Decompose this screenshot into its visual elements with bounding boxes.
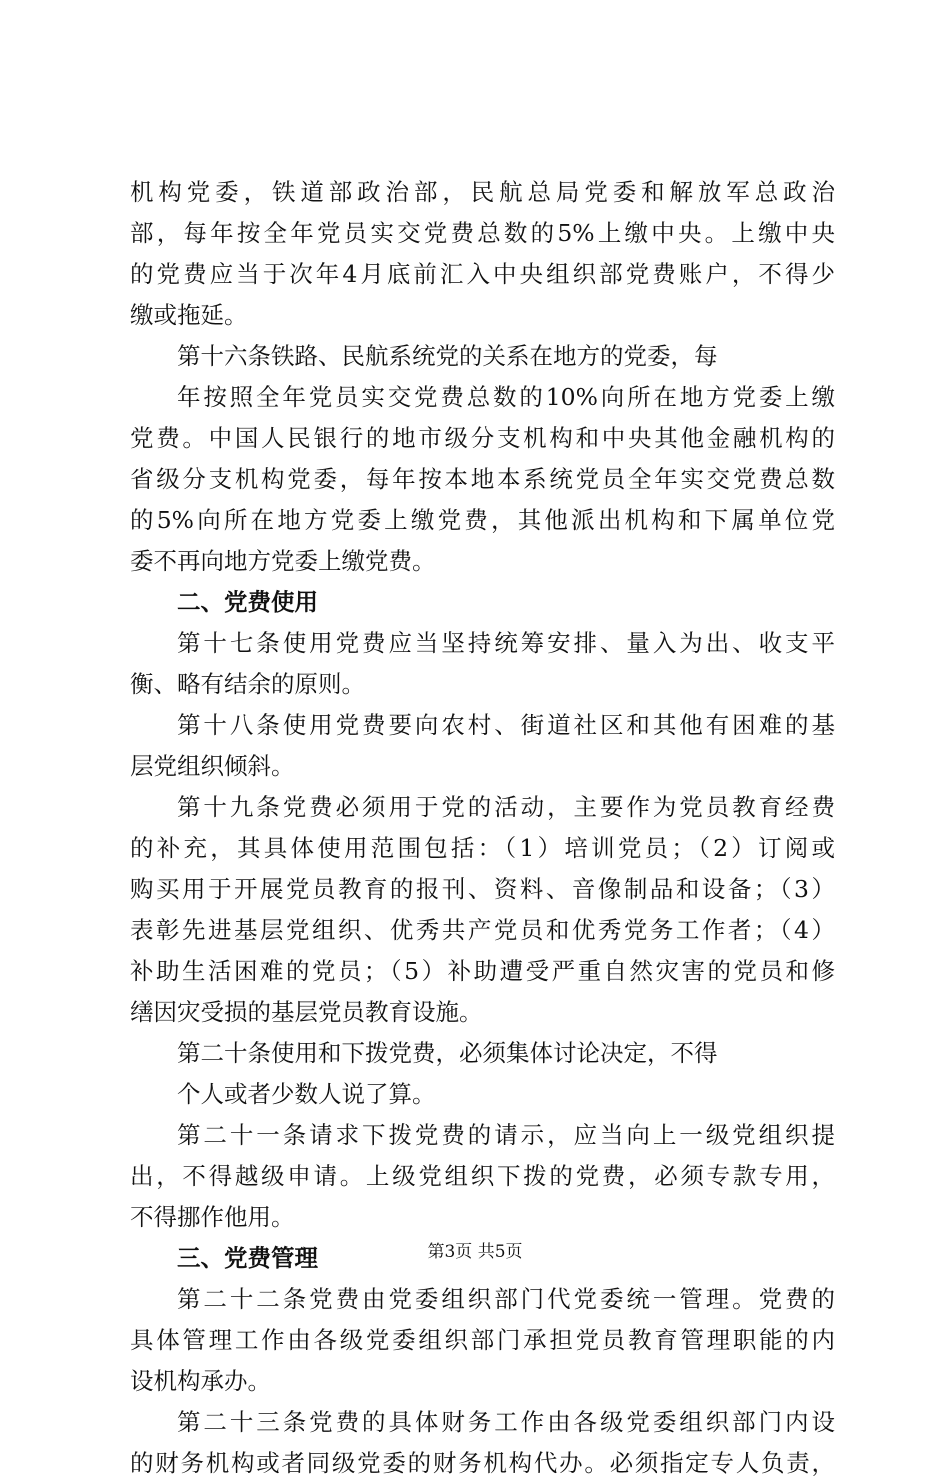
text-line: 第二十二条党费由党委组织部门代党委统一管理。党费的 [177, 1285, 835, 1313]
text-line: 的党费应当于次年4月底前汇入中央组织部党费账户，不得少 [130, 260, 835, 288]
text-line: 第十九条党费必须用于党的活动，主要作为党员教育经费 [177, 793, 835, 821]
text-line: 设机构承办。 [130, 1367, 271, 1395]
text-line: 的补充，其具体使用范围包括：（1）培训党员；（2）订阅或 [130, 834, 835, 862]
section-heading: 二、党费使用 [177, 588, 318, 616]
text-line: 第十七条使用党费应当坚持统筹安排、量入为出、收支平 [177, 629, 835, 657]
text-line: 出，不得越级申请。上级党组织下拨的党费，必须专款专用， [130, 1162, 835, 1190]
text-line: 第十八条使用党费要向农村、街道社区和其他有困难的基 [177, 711, 835, 739]
text-line: 缴或拖延。 [130, 301, 248, 329]
text-line: 委不再向地方党委上缴党费。 [130, 547, 436, 575]
text-line: 第二十条使用和下拨党费，必须集体讨论决定，不得 [177, 1039, 718, 1067]
text-line: 衡、略有结余的原则。 [130, 670, 365, 698]
section-heading: 三、党费管理 [177, 1244, 318, 1272]
text-line: 补助生活困难的党员；（5）补助遭受严重自然灾害的党员和修 [130, 957, 835, 985]
text-line: 第二十三条党费的具体财务工作由各级党委组织部门内设 [177, 1408, 835, 1436]
text-line: 年按照全年党员实交党费总数的10%向所在地方党委上缴 [177, 383, 835, 411]
text-line: 的财务机构或者同级党委的财务机构代办。必须指定专人负责， [130, 1449, 835, 1477]
text-line: 购买用于开展党员教育的报刊、资料、音像制品和设备；（3） [130, 875, 835, 903]
text-line: 层党组织倾斜。 [130, 752, 295, 780]
text-line: 表彰先进基层党组织、优秀共产党员和优秀党务工作者；（4） [130, 916, 835, 944]
page-number: 第3页 共5页 [427, 1242, 523, 1262]
text-line: 的5%向所在地方党委上缴党费，其他派出机构和下属单位党 [130, 506, 835, 534]
text-line: 党费。中国人民银行的地市级分支机构和中央其他金融机构的 [130, 424, 835, 452]
text-line: 机构党委，铁道部政治部，民航总局党委和解放军总政治 [130, 178, 835, 206]
text-line: 缮因灾受损的基层党员教育设施。 [130, 998, 483, 1026]
text-line: 具体管理工作由各级党委组织部门承担党员教育管理职能的内 [130, 1326, 835, 1354]
text-line: 不得挪作他用。 [130, 1203, 295, 1231]
text-line: 个人或者少数人说了算。 [177, 1080, 436, 1108]
document-body [130, 172, 835, 1484]
text-line: 第二十一条请求下拨党费的请示，应当向上一级党组织提 [177, 1121, 835, 1149]
text-line: 省级分支机构党委，每年按本地本系统党员全年实交党费总数 [130, 465, 835, 493]
text-line: 第十六条铁路、民航系统党的关系在地方的党委，每 [177, 342, 718, 370]
text-line: 部，每年按全年党员实交党费总数的5%上缴中央。上缴中央 [130, 219, 835, 247]
